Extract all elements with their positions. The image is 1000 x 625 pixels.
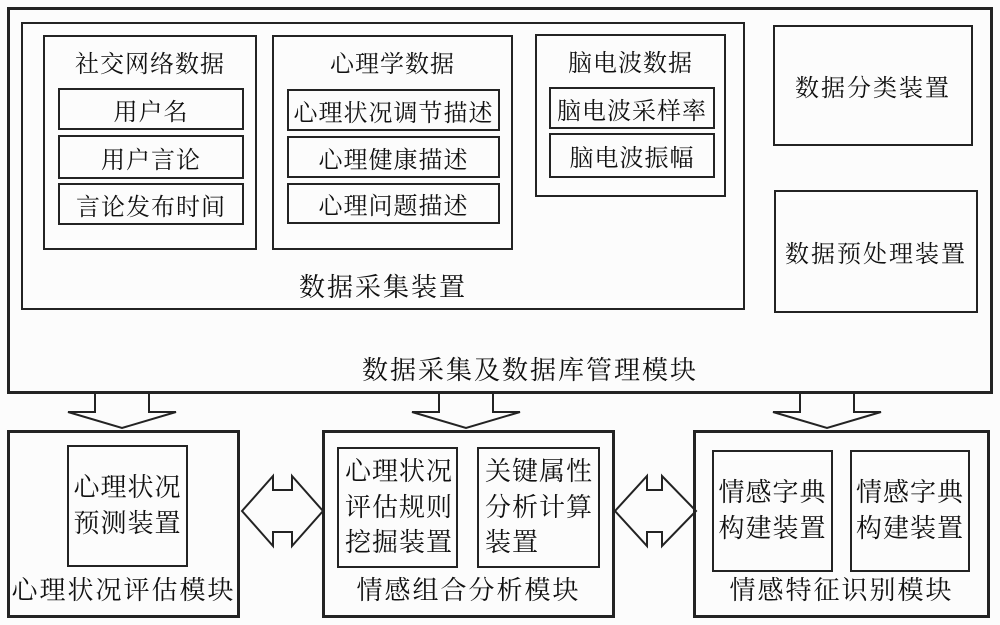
emotion-feature-recognition-module-label: 情感特征识别模块: [729, 576, 954, 605]
group-label-brainwave: 脑电波数据: [568, 51, 693, 77]
item-mental-problem-desc-box: 心理问题描述: [287, 183, 500, 224]
group-label-psychology: 心理学数据: [330, 52, 455, 78]
double-headed-arrow-icon: [242, 476, 323, 546]
mental-state-prediction-device-box: 心理状况 预测装置: [67, 445, 188, 567]
group-label-social-network: 社交网络数据: [75, 52, 225, 78]
mental-state-assessment-module-box: [7, 430, 240, 618]
data-preprocessing-device-box: 数据预处理装置: [774, 190, 978, 313]
emotion-combination-analysis-module-label: 情感组合分析模块: [356, 576, 581, 605]
emotion-dictionary-building-device-box-2: 情感字典 构建装置: [850, 450, 970, 572]
data-collection-db-management-module-label: 数据采集及数据库管理模块: [361, 356, 698, 385]
emotion-feature-recognition-module-box: [693, 430, 990, 618]
emotion-combination-analysis-module-box: [322, 430, 615, 618]
data-collection-device-label: 数据采集装置: [298, 273, 467, 302]
double-headed-arrow-icon: [615, 476, 696, 546]
data-classification-device-box: 数据分类装置: [773, 25, 973, 146]
down-arrow-icon: [773, 393, 881, 428]
down-arrow-icon: [412, 393, 520, 428]
mental-state-assessment-module-label: 心理状况评估模块: [11, 576, 236, 605]
item-user-comments-box: 用户言论: [58, 135, 244, 179]
item-mental-state-adjustment-desc-box: 心理状况调节描述: [287, 89, 500, 131]
item-eeg-amplitude-box: 脑电波振幅: [549, 133, 715, 178]
down-arrow-icon: [68, 393, 176, 428]
emotion-dictionary-building-device-box-1: 情感字典 构建装置: [712, 450, 833, 572]
item-mental-health-desc-box: 心理健康描述: [287, 136, 500, 178]
item-eeg-sampling-rate-box: 脑电波采样率: [549, 87, 715, 129]
item-username-box: 用户名: [58, 88, 244, 130]
item-comment-publish-time-box: 言论发布时间: [58, 183, 244, 225]
key-attribute-analysis-device-box: 关键属性 分析计算 装置: [477, 447, 600, 568]
assessment-rule-mining-device-box: 心理状况 评估规则 挖掘装置: [337, 447, 458, 568]
